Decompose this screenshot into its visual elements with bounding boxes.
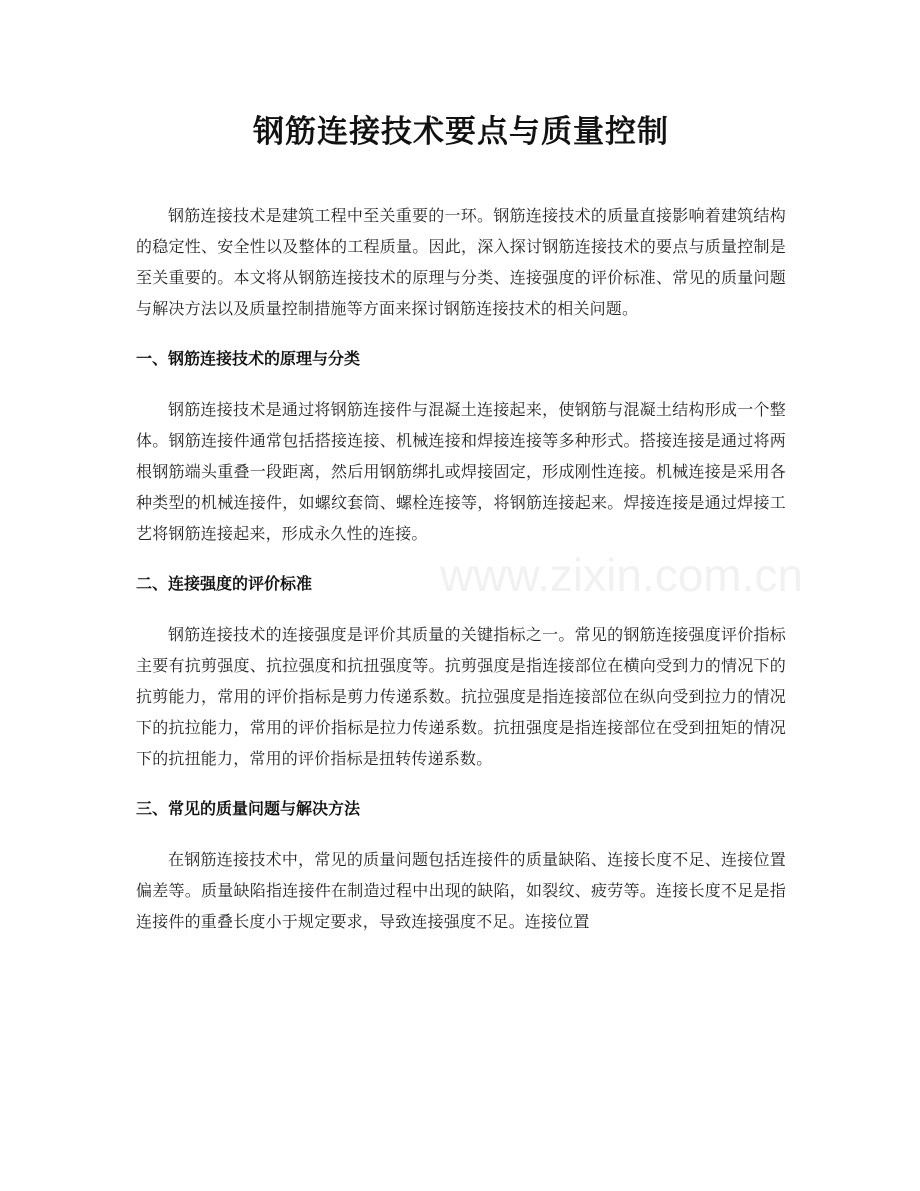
- section-body-strength: 钢筋连接技术的连接强度是评价其质量的关键指标之一。常见的钢筋连接强度评价指标主要有抗剪强度、抗拉强度和抗扭强度等。抗剪强度是指连接部位在横向受到力的情况下的抗剪能力，常用的评价指标是剪力传递系数。抗拉强度是指连接部位在纵向受到拉力的情况下的抗拉能力，常用的评价指标是拉力传递系数。抗扭强度是指连接部位在受到扭矩的情况下的抗扭能力，常用的评价指标是扭转传递系数。: [136, 625, 786, 768]
- intro-paragraph: 钢筋连接技术是建筑工程中至关重要的一环。钢筋连接技术的质量直接影响着建筑结构的稳定性、安全性以及整体的工程质量。因此，深入探讨钢筋连接技术的要点与质量控制是至关重要的。本文将从钢筋连接技术的原理与分类、连接强度的评价标准、常见的质量问题与解决方法以及质量控制措施等方面来探讨钢筋连接技术的相关问题。: [136, 206, 786, 318]
- section-heading-quality-problems: 三、常见的质量问题与解决方法: [136, 799, 361, 818]
- watermark: www.zixin.com.cn: [440, 549, 803, 601]
- section-heading-strength: 二、连接强度的评价标准: [136, 574, 313, 593]
- section-body-quality-problems: 在钢筋连接技术中，常见的质量问题包括连接件的质量缺陷、连接长度不足、连接位置偏差等。质量缺陷指连接件在制造过程中出现的缺陷，如裂纹、疲劳等。连接长度不足是指连接件的重叠长度小于规定要求，导致连接强度不足。连接位置: [136, 850, 786, 931]
- section-body-principles: 钢筋连接技术是通过将钢筋连接件与混凝土连接起来，使钢筋与混凝土结构形成一个整体。钢筋连接件通常包括搭接连接、机械连接和焊接连接等多种形式。搭接连接是通过将两根钢筋端头重叠一段距离，然后用钢筋绑扎或焊接固定，形成刚性连接。机械连接是采用各种类型的机械连接件，如螺纹套筒、螺栓连接等，将钢筋连接起来。焊接连接是通过焊接工艺将钢筋连接起来，形成永久性的连接。: [136, 400, 786, 543]
- document-content: [136, 110, 786, 937]
- section-heading-principles: 一、钢筋连接技术的原理与分类: [136, 349, 361, 368]
- document-title: 钢筋连接技术要点与质量控制: [253, 114, 669, 150]
